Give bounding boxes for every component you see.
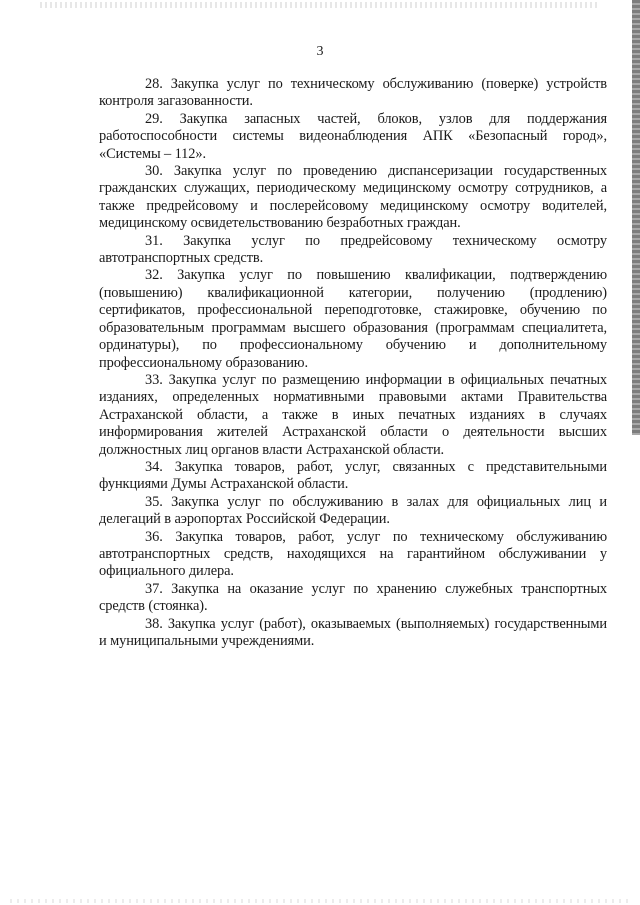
list-item-33: 33. Закупка услуг по размещению информации в официальных печатных изданиях, определенных нормативными правовыми актами Правительства Астраханской области, а также в иных печатных изданиях в случаях информирования жителей Астраханской области о деятельности высших должностных лиц органов власти Астраханской области. <box>99 371 607 458</box>
list-item-35: 35. Закупка услуг по обслуживанию в залах для официальных лиц и делегаций в аэропортах Российской Федерации. <box>99 493 607 528</box>
list-item-31: 31. Закупка услуг по предрейсовому техническому осмотру автотранспортных средств. <box>99 232 607 267</box>
list-item-37: 37. Закупка на оказание услуг по хранению служебных транспортных средств (стоянка). <box>99 580 607 615</box>
page-number: 3 <box>316 44 324 59</box>
document-body <box>99 76 607 650</box>
list-item-32: 32. Закупка услуг по повышению квалификации, подтверждению (повышению) квалификационной категории, получению (продлению) сертификатов, профессиональной переподготовке, стажировке, обучению по образовательным программам высшего образования (программам специалитета, ординатуры), по профессиональному обучению и дополнительному профессиональному образованию. <box>99 267 607 371</box>
scan-artifact-bottom <box>10 899 630 903</box>
list-item-38: 38. Закупка услуг (работ), оказываемых (выполняемых) государственными и муниципальными учреждениями. <box>99 615 607 649</box>
scan-artifact-top <box>40 2 600 8</box>
list-item-36: 36. Закупка товаров, работ, услуг по техническому обслуживанию автотранспортных средств, находящихся на гарантийном обслуживании у официального дилера. <box>99 528 607 580</box>
list-item-28: 28. Закупка услуг по техническому обслуживанию (поверке) устройств контроля загазованности. <box>99 76 607 110</box>
list-item-34: 34. Закупка товаров, работ, услуг, связанных с представительными функциями Думы Астраханской области. <box>99 458 607 493</box>
list-item-29: 29. Закупка запасных частей, блоков, узлов для поддержания работоспособности системы видеонаблюдения АПК «Безопасный город», «Системы – 112». <box>99 110 607 162</box>
list-item-30: 30. Закупка услуг по проведению диспансеризации государственных гражданских служащих, периодическому медицинскому осмотру сотрудников, а также предрейсовому и послерейсовому медицинскому осмотру водителей, медицинскому освидетельствованию безработных граждан. <box>99 163 607 232</box>
scan-artifact-right-edge <box>632 0 640 435</box>
